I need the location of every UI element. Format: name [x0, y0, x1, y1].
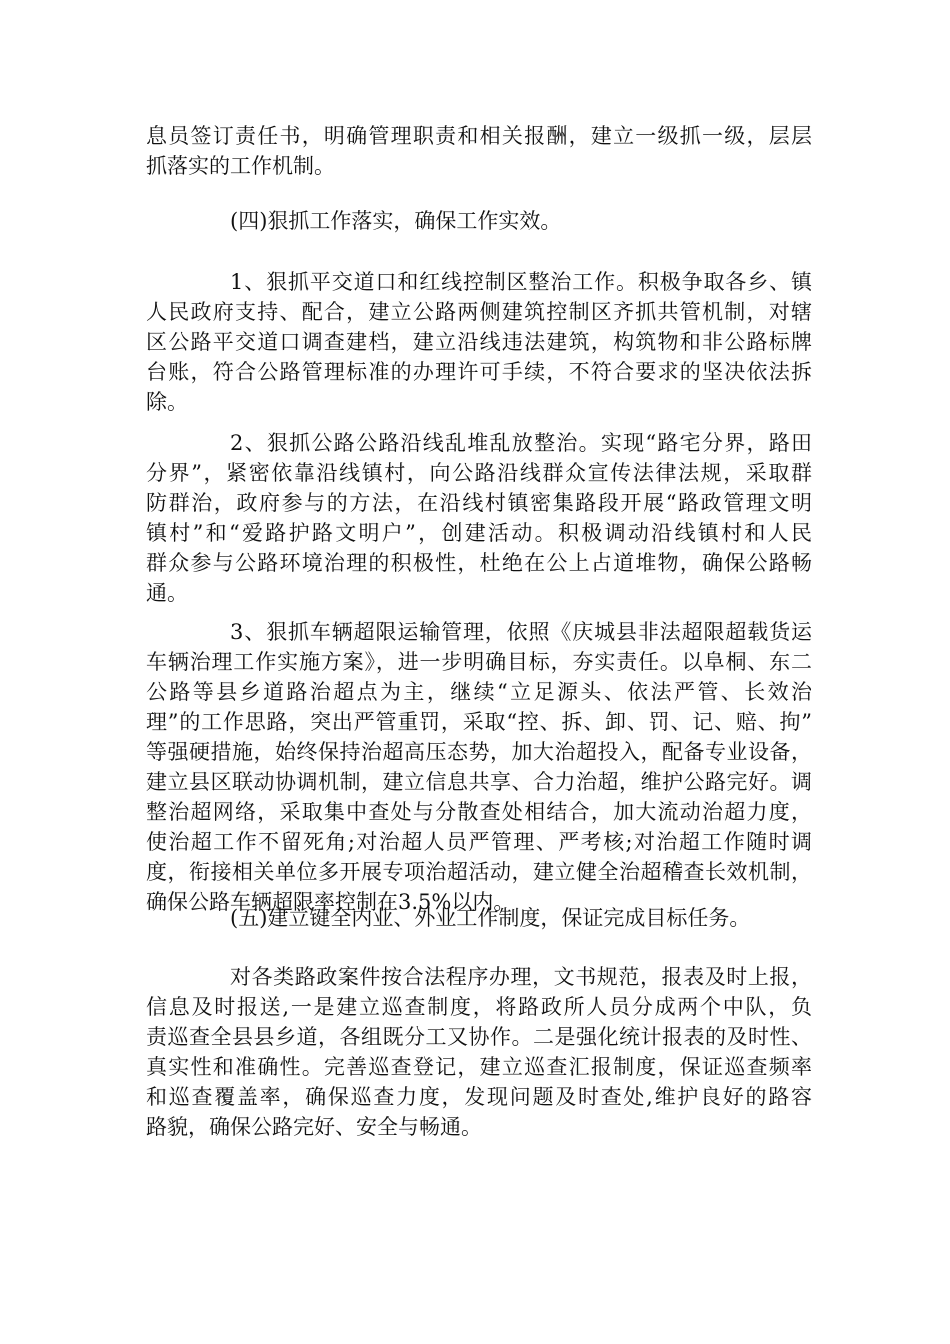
- text-line: 责巡查全县县乡道，各组既分工又协作。二是强化统计报表的及时性、: [146, 1025, 812, 1049]
- text-line: 1、狠抓平交道口和红线控制区整治工作。积极争取各乡、镇: [230, 270, 812, 294]
- text-line: 整治超网络，采取集中查处与分散查处相结合，加大流动治超力度，: [146, 800, 812, 824]
- text-line: 建立县区联动协调机制，建立信息共享、合力治超，维护公路完好。调: [146, 770, 812, 794]
- text-line: 理”的工作思路，突出严管重罚，采取“控、拆、卸、罚、记、赔、拘”: [146, 710, 812, 734]
- text-line: 确保公路车辆超限率控制在3.5%以内。: [146, 890, 515, 914]
- text-line: 群众参与公路环境治理的积极性，杜绝在公上占道堆物，确保公路畅: [146, 551, 812, 575]
- text-line: 使治超工作不留死角;对治超人员严管理、严考核;对治超工作随时调: [146, 830, 812, 854]
- text-line: 3、狠抓车辆超限运输管理，依照《庆城县非法超限超载货运: [230, 620, 812, 644]
- text-line: 公路等县乡道路治超点为主，继续“立足源头、依法严管、长效治: [146, 680, 812, 704]
- paragraph-item-2: [146, 428, 812, 608]
- text-line: 台账，符合公路管理标准的办理许可手续，不符合要求的坚决依法拆: [146, 360, 812, 384]
- text-line: 对各类路政案件按合法程序办理，文书规范，报表及时上报，: [230, 965, 812, 989]
- text-line: 等强硬措施，始终保持治超高压态势，加大治超投入，配备专业设备，: [146, 740, 812, 764]
- paragraph-item-3: [146, 617, 812, 917]
- text-line: 真实性和准确性。完善巡查登记，建立巡查汇报制度，保证巡查频率: [146, 1055, 812, 1079]
- heading-text: (五)建立键全内业、外业工作制度，保证完成目标任务。: [230, 906, 751, 930]
- text-line: 路貌，确保公路完好、安全与畅通。: [146, 1115, 482, 1139]
- text-line: 分界”，紧密依靠沿线镇村，向公路沿线群众宣传法律法规，采取群: [146, 461, 812, 485]
- text-line: 和巡查覆盖率，确保巡查力度，发现问题及时查处,维护良好的路容: [146, 1085, 812, 1109]
- text-line: 镇村”和“爱路护路文明户”，创建活动。积极调动沿线镇村和人民: [146, 521, 812, 545]
- section-heading-4: [146, 206, 812, 236]
- paragraph-item-1: [146, 267, 812, 417]
- heading-text: (四)狠抓工作落实，确保工作实效。: [230, 209, 562, 233]
- section-heading-5: [146, 903, 812, 933]
- text-line: 2、狠抓公路公路沿线乱堆乱放整治。实现“路宅分界，路田: [230, 431, 812, 455]
- text-line: 区公路平交道口调查建档，建立沿线违法建筑，构筑物和非公路标牌: [146, 330, 812, 354]
- text-line: 防群治，政府参与的方法，在沿线村镇密集路段开展“路政管理文明: [146, 491, 812, 515]
- text-line: 抓落实的工作机制。: [146, 154, 335, 178]
- text-line: 息员签订责任书，明确管理职责和相关报酬，建立一级抓一级，层层: [146, 124, 812, 148]
- text-line: 信息及时报送,一是建立巡查制度，将路政所人员分成两个中队，负: [146, 995, 812, 1019]
- text-line: 度，衔接相关单位多开展专项治超活动，建立健全治超稽查长效机制，: [146, 860, 812, 884]
- text-line: 除。: [146, 390, 188, 414]
- text-line: 通。: [146, 581, 188, 605]
- paragraph-responsibility-continued: [146, 121, 812, 181]
- text-line: 人民政府支持、配合，建立公路两侧建筑控制区齐抓共管机制，对辖: [146, 300, 812, 324]
- paragraph-routine-work: [146, 962, 812, 1142]
- text-line: 车辆治理工作实施方案》，进一步明确目标，夯实责任。以阜桐、东二: [146, 650, 812, 674]
